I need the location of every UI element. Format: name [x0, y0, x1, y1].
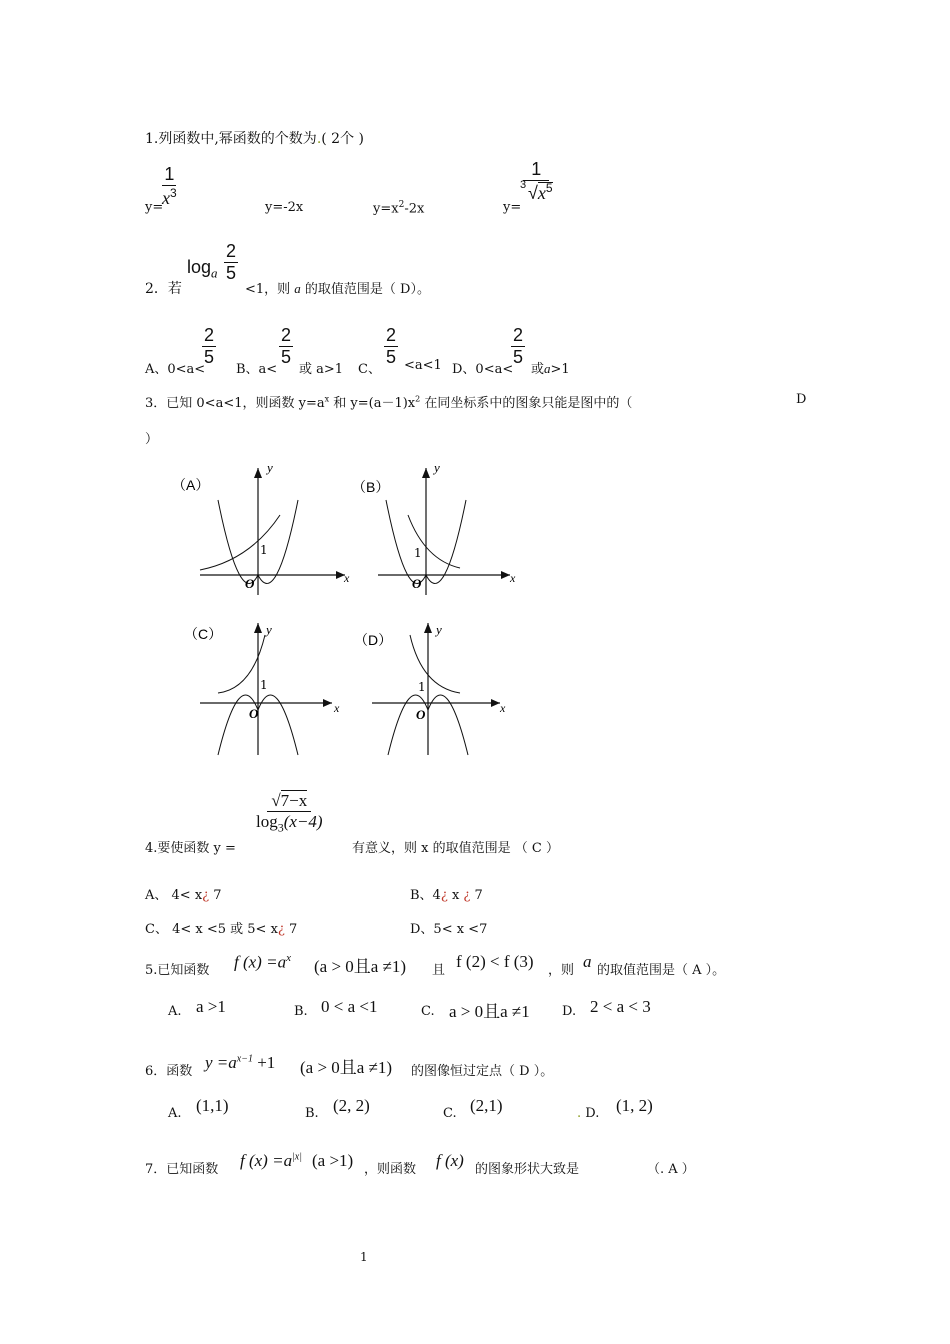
- graph-d: [350, 615, 540, 760]
- q1-f2: y=-2x: [265, 200, 304, 215]
- q1-f3: $y=x^2-2x$: [373, 200, 425, 217]
- q2-option-a: A、0<a<: [145, 362, 206, 377]
- q2-option-b-post: 或 a>1: [299, 362, 344, 377]
- q5-var: a: [583, 952, 592, 971]
- q7-function: f $(x) =a^{|x|}$: [240, 1151, 302, 1170]
- q6-option-a-label: A.: [168, 1106, 182, 1121]
- q1-f1-prefix: y=: [145, 200, 164, 215]
- q3-text: 3．已知 0<a<1，则函数 $y=a^x$ 和 $y=(a-1)x^2$ 在同坐标系中的图象只能是图中的（: [145, 394, 633, 411]
- q6-function: $y =a^{x-1} +1$: [205, 1053, 276, 1072]
- q2-option-c-post: <a<1: [404, 358, 442, 373]
- graph-c: [170, 615, 360, 760]
- graph-a-x-label: x: [344, 571, 350, 585]
- graph-c-one: 1: [260, 678, 268, 692]
- q6-option-c-label: C.: [443, 1106, 457, 1121]
- q4-option-a: A、 4< x¿ 7: [145, 888, 222, 903]
- graph-a-one: 1: [260, 543, 268, 557]
- q7-condition: (a >1): [312, 1151, 354, 1170]
- q1-f1-fraction: $\frac{1}{x^3}$: [162, 164, 177, 208]
- q7-prefix: 7．已知函数: [145, 1162, 219, 1177]
- q5-and: 且: [432, 963, 446, 978]
- q5-inequality: f (2) < f (3): [456, 952, 534, 971]
- q4-option-d: D、5< x <7: [410, 922, 488, 937]
- q3-close: ）: [145, 432, 159, 447]
- graph-d-y-label: y: [436, 622, 442, 637]
- q5-option-c-expr: a > 0且a ≠1: [449, 1002, 530, 1021]
- q7-suffix2: 的图象形状大致是: [475, 1162, 580, 1177]
- q6-option-c-expr: (2,1): [470, 1096, 503, 1115]
- graph-a-y-label: y: [267, 460, 273, 475]
- q6-option-d-expr: (1, 2): [616, 1096, 653, 1115]
- q6-option-d-label: . D.: [577, 1106, 600, 1121]
- q2-option-d-fraction: $\frac{2}{5}$: [513, 325, 524, 367]
- graph-b-x-arrow: [501, 571, 510, 579]
- graph-c-label: （C）: [184, 626, 223, 642]
- q5-option-d-label: D.: [562, 1004, 577, 1019]
- q5-option-d-expr: 2 < a < 3: [590, 997, 651, 1016]
- graph-b-label: （B）: [352, 479, 390, 495]
- q5-function: f $(x) =a^x$: [234, 952, 291, 972]
- q2-option-b-fraction: $\frac{2}{5}$: [281, 325, 292, 367]
- q5-suffix2: 的取值范围是（ A ）。: [597, 963, 726, 978]
- graph-d-origin: O: [416, 707, 426, 722]
- q7-answer: （. A ）: [647, 1162, 695, 1177]
- q4-suffix: 有意义，则 x 的取值范围是 （ C ）: [352, 841, 559, 856]
- q2-option-d: D、0<a<: [452, 362, 514, 377]
- graph-d-label: （D）: [354, 632, 393, 648]
- q5-prefix: 5.已知函数: [145, 963, 210, 978]
- q2-option-c: C、: [358, 362, 381, 377]
- graph-a-y-arrow: [254, 468, 262, 478]
- graph-b-exponential: [408, 515, 460, 568]
- graph-d-x-label: x: [500, 701, 506, 715]
- q6-prefix: 6．函数: [145, 1064, 193, 1079]
- graph-c-y-label: y: [266, 622, 272, 637]
- q5-option-b-label: B.: [294, 1004, 308, 1019]
- q4-fraction: $\frac{√7-x}{\log_3(x-4)}$: [256, 791, 323, 835]
- q6-condition: (a > 0且a ≠1): [300, 1058, 393, 1077]
- q5-condition: (a > 0且a ≠1): [314, 957, 407, 976]
- q1-f4-fraction: 1 3 $√x^5$: [520, 159, 553, 203]
- graph-b: [350, 460, 540, 600]
- graph-c-x-label: x: [334, 701, 340, 715]
- graph-c-x-arrow: [323, 699, 332, 707]
- q4-option-c: C、 4< x <5 或 5< x¿ 7: [145, 922, 298, 937]
- graph-b-origin: O: [412, 576, 422, 591]
- graph-d-one: 1: [418, 680, 426, 694]
- graph-a-label: （A）: [172, 477, 210, 493]
- graph-d-x-arrow: [491, 699, 500, 707]
- q1-f4-prefix: y=: [503, 200, 522, 215]
- q4-prefix: 4.要使函数 y =: [145, 841, 236, 856]
- q2-suffix: <1，则 a 的取值范围是（ D）。: [245, 281, 430, 297]
- graph-b-one: 1: [414, 546, 422, 560]
- graph-b-y-arrow: [422, 468, 430, 478]
- graph-a-exponential: [200, 515, 280, 570]
- graph-a-origin: O: [245, 576, 255, 591]
- q2-option-d-post: 或a>1: [531, 361, 570, 377]
- q6-option-a-expr: (1,1): [196, 1096, 229, 1115]
- q5-option-a-expr: a >1: [196, 997, 226, 1016]
- graph-c-origin: O: [249, 706, 259, 721]
- q5-option-c-label: C.: [421, 1004, 435, 1019]
- q4-option-b: B、4¿ x ¿ 7: [410, 888, 483, 903]
- q7-f2: f (x): [436, 1151, 464, 1170]
- q6-option-b-expr: (2, 2): [333, 1096, 370, 1115]
- q3-answer: D: [796, 392, 807, 407]
- q5-suffix: ，则: [548, 963, 575, 978]
- graph-d-y-arrow: [424, 623, 432, 633]
- q2-fraction: $\frac{2}{5}$: [226, 241, 237, 283]
- q6-suffix: 的图像恒过定点（ D ）。: [411, 1064, 554, 1079]
- q2-prefix: 2．若: [145, 281, 182, 297]
- graph-b-x-label: x: [510, 571, 516, 585]
- q2-option-b: B、a<: [236, 362, 278, 377]
- q2-option-a-fraction: $\frac{2}{5}$: [204, 325, 215, 367]
- q1-text: 1.列函数中,幂函数的个数为.( 2个 ): [145, 131, 364, 147]
- q5-option-a-label: A.: [168, 1004, 182, 1019]
- graph-b-y-label: y: [434, 460, 440, 475]
- graph-a: [170, 460, 360, 600]
- q7-suffix: ，则函数: [364, 1162, 417, 1177]
- q2-option-c-fraction: $\frac{2}{5}$: [386, 325, 397, 367]
- q2-log: $\log_a$: [187, 257, 218, 281]
- q5-option-b-expr: 0 < a <1: [321, 997, 378, 1016]
- q6-option-b-label: B.: [305, 1106, 319, 1121]
- graph-c-y-arrow: [254, 623, 262, 633]
- page-number: 1: [360, 1250, 368, 1264]
